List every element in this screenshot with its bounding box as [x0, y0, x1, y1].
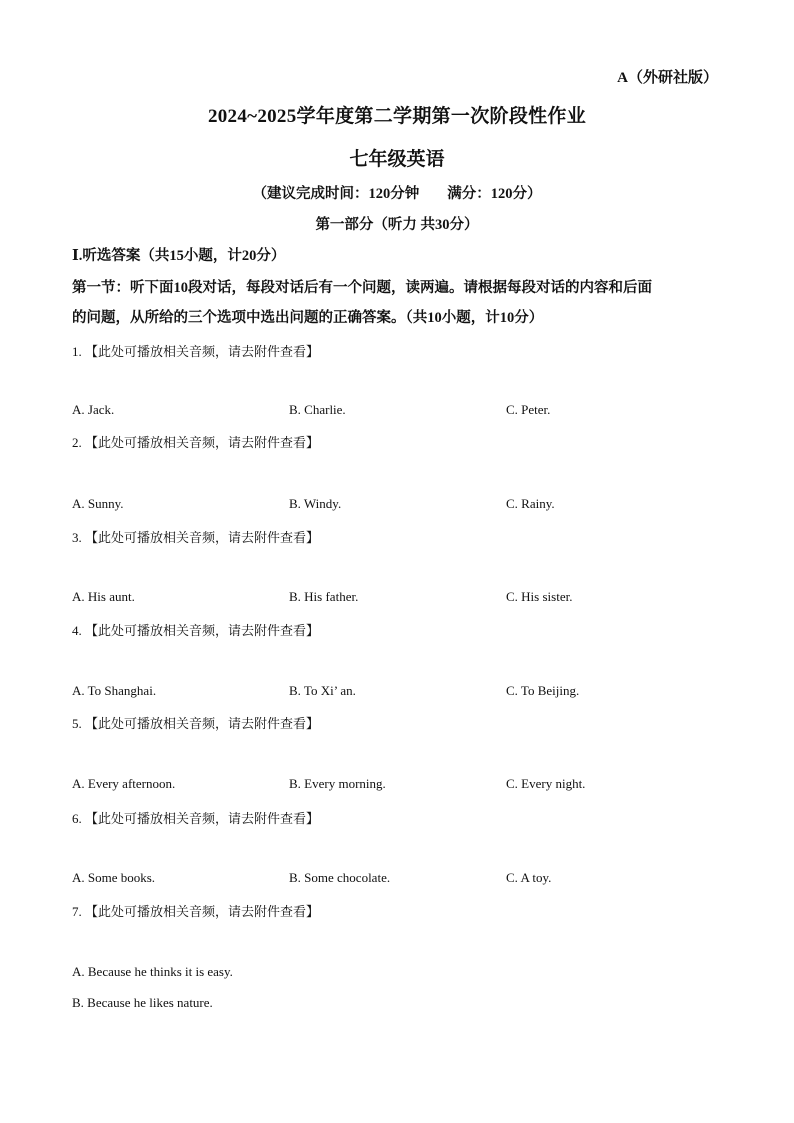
option-a: A. Every afternoon. [72, 776, 176, 791]
option-a: A. Sunny. [72, 496, 124, 511]
option-b: B. Charlie. [289, 402, 346, 417]
option-b: B. To Xi’ an. [289, 683, 356, 698]
option-b: B. Some chocolate. [289, 870, 391, 885]
question-prompt-5: 5. 【此处可播放相关音频，请去附件查看】 [72, 716, 320, 731]
option-c: C. Rainy. [506, 496, 555, 511]
option-a: A. His aunt. [72, 589, 135, 604]
question-prompt-6: 6. 【此处可播放相关音频，请去附件查看】 [72, 811, 320, 826]
question-prompt-1: 1. 【此处可播放相关音频，请去附件查看】 [72, 344, 320, 359]
time-score-info [0, 182, 794, 203]
option-c: C. Peter. [506, 402, 551, 417]
option-a: A. Because he thinks it is easy. [72, 964, 233, 979]
option-a: A. Jack. [72, 402, 115, 417]
question-prompt-2: 2. 【此处可播放相关音频，请去附件查看】 [72, 435, 320, 450]
question-prompt-7: 7. 【此处可播放相关音频，请去附件查看】 [72, 904, 320, 919]
option-c: C. A toy. [506, 870, 552, 885]
option-b: B. His father. [289, 589, 359, 604]
instruction-line-2: 的问题，从所给的三个选项中选出问题的正确答案。（共10小题，计10分） [72, 310, 544, 326]
edition-label: A（外研社版） [617, 70, 718, 86]
option-b: B. Every morning. [289, 776, 386, 791]
option-a: A. To Shanghai. [72, 683, 157, 698]
option-a: A. Some books. [72, 870, 156, 885]
option-b: B. Because he likes nature. [72, 995, 213, 1010]
exam-subtitle: 七年级英语 [349, 149, 445, 170]
part-heading: 第一部分（听力 共30分） [315, 217, 479, 233]
score-info: 满分：120分） [447, 186, 542, 202]
question-prompt-4: 4. 【此处可播放相关音频，请去附件查看】 [72, 623, 320, 638]
option-b: B. Windy. [289, 496, 342, 511]
option-c: C. To Beijing. [506, 683, 580, 698]
exam-title: 2024~2025学年度第二学期第一次阶段性作业 [207, 106, 587, 127]
section-heading: Ⅰ.听选答案（共15小题，计20分） [72, 248, 286, 264]
time-info: （建议完成时间：120分钟 [252, 186, 420, 202]
question-prompt-3: 3. 【此处可播放相关音频，请去附件查看】 [72, 530, 320, 545]
option-c: C. Every night. [506, 776, 586, 791]
option-c: C. His sister. [506, 589, 573, 604]
instruction-line-1: 第一节：听下面10段对话，每段对话后有一个问题，读两遍。请根据每段对话的内容和后面 [72, 280, 652, 296]
